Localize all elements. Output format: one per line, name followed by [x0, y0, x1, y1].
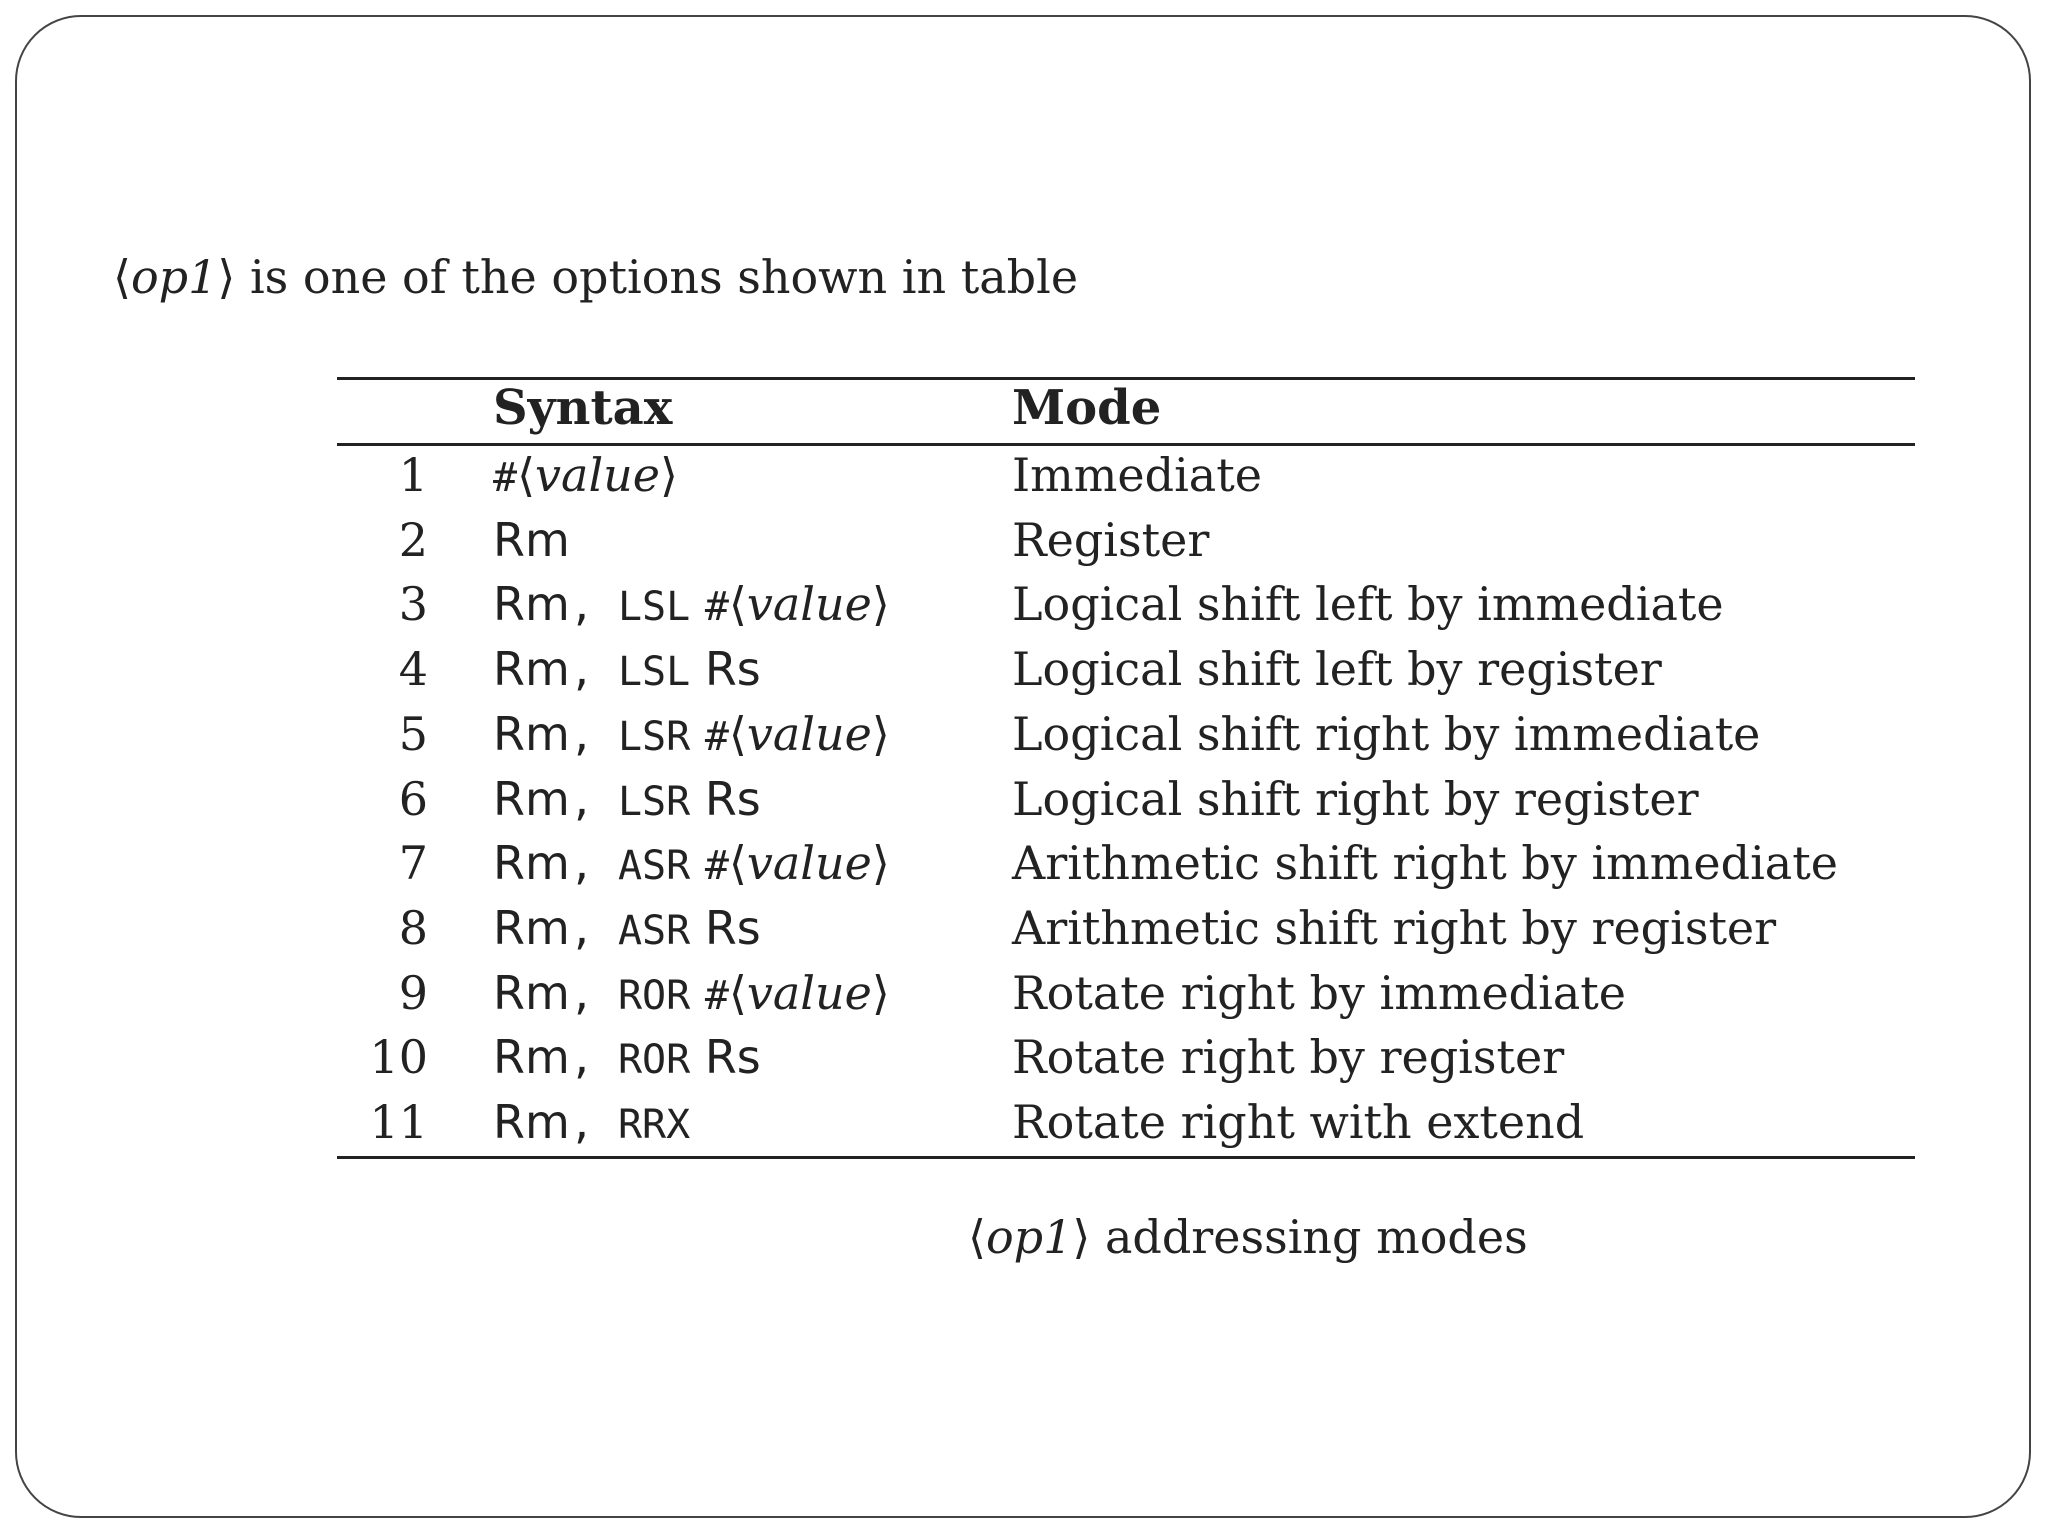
syntax-operator: ASR — [617, 907, 691, 954]
syntax-operator: ROR — [617, 1037, 691, 1084]
table-row — [0, 707, 2048, 771]
row-number: 4 — [398, 642, 428, 697]
caption-op-name: op1 — [985, 1210, 1073, 1264]
syntax-register: Rm — [493, 965, 570, 1020]
table-row — [0, 836, 2048, 900]
syntax-register: Rm — [493, 771, 570, 826]
row-syntax: Rm, ROR #⟨value⟩ — [493, 965, 890, 1020]
syntax-operator: ROR — [617, 972, 691, 1019]
row-syntax: Rm, LSL #⟨value⟩ — [493, 577, 890, 632]
syntax-shift-register: Rs — [704, 771, 761, 826]
row-number: 7 — [398, 836, 428, 891]
header-mode: Mode — [1012, 380, 1162, 436]
row-number: 2 — [398, 512, 428, 567]
table-row — [0, 966, 2048, 1030]
syntax-register: Rm — [493, 577, 570, 632]
table-row — [0, 642, 2048, 706]
row-number: 10 — [369, 1030, 428, 1085]
syntax-operator: LSR — [617, 713, 691, 760]
row-syntax: Rm, LSL Rs — [493, 642, 761, 697]
syntax-shift-register: Rs — [704, 1030, 761, 1085]
row-mode: Register — [1012, 512, 1210, 567]
row-number: 6 — [398, 771, 428, 826]
syntax-register: Rm — [493, 512, 570, 567]
syntax-operator: LSL — [617, 584, 691, 631]
row-number: 5 — [398, 706, 428, 761]
row-syntax — [493, 513, 570, 567]
table-caption: ⟨op1⟩ addressing modes — [968, 1210, 1528, 1264]
row-number: 1 — [398, 448, 428, 502]
row-syntax: #⟨value⟩ — [493, 448, 678, 502]
row-number: 9 — [398, 965, 428, 1020]
row-syntax: Rm, LSR Rs — [493, 771, 761, 826]
row-mode: Rotate right by register — [1012, 1030, 1565, 1085]
syntax-register: Rm — [493, 900, 570, 955]
row-mode: Arithmetic shift right by register — [1012, 900, 1777, 955]
row-mode: Arithmetic shift right by immediate — [1012, 836, 1838, 891]
syntax-operator: ASR — [617, 843, 691, 890]
table-bottom-rule — [337, 1156, 1915, 1159]
syntax-register: Rm — [493, 836, 570, 891]
table-row — [0, 1095, 2048, 1159]
intro-text: is one of the options shown in table — [235, 250, 1079, 304]
intro-op-name: op1 — [130, 250, 218, 304]
syntax-shift-register: Rs — [704, 642, 761, 697]
syntax-value: value — [746, 706, 872, 761]
syntax-operator: LSL — [617, 649, 691, 696]
row-mode: Logical shift right by register — [1012, 771, 1699, 826]
intro-sentence: ⟨op1⟩ is one of the options shown in table — [113, 250, 1079, 304]
row-mode: Logical shift right by immediate — [1012, 706, 1761, 761]
syntax-value: value — [746, 577, 872, 632]
header-syntax: Syntax — [493, 380, 673, 436]
row-mode: Rotate right with extend — [1012, 1095, 1585, 1149]
row-number: 11 — [369, 1095, 428, 1149]
table-row — [0, 448, 2048, 512]
syntax-register: Rm — [493, 1095, 570, 1149]
syntax-operator: RRX — [617, 1102, 691, 1148]
syntax-shift-register: Rs — [704, 900, 761, 955]
row-mode: Logical shift left by immediate — [1012, 577, 1724, 632]
row-syntax: Rm, LSR #⟨value⟩ — [493, 706, 890, 761]
row-mode: Logical shift left by register — [1012, 642, 1662, 697]
syntax-value: value — [746, 965, 872, 1020]
syntax-value: value — [535, 448, 661, 502]
syntax-register: Rm — [493, 706, 570, 761]
table-row — [0, 513, 2048, 577]
row-syntax: Rm, RRX — [493, 1095, 691, 1149]
row-number: 3 — [398, 577, 428, 632]
table-row — [0, 772, 2048, 836]
row-mode: Rotate right by immediate — [1012, 965, 1626, 1020]
row-syntax: Rm, ASR #⟨value⟩ — [493, 836, 890, 891]
syntax-operator: LSR — [617, 778, 691, 825]
syntax-register: Rm — [493, 1030, 570, 1085]
row-mode: Immediate — [1012, 448, 1262, 502]
syntax-register: Rm — [493, 642, 570, 697]
table-header-rule — [337, 443, 1915, 446]
row-syntax: Rm, ROR Rs — [493, 1030, 761, 1085]
syntax-value: value — [746, 836, 872, 891]
row-number: 8 — [398, 900, 428, 955]
caption-text: addressing modes — [1090, 1210, 1528, 1264]
table-row — [0, 577, 2048, 641]
table-row — [0, 1030, 2048, 1094]
table-row — [0, 901, 2048, 965]
row-syntax: Rm, ASR Rs — [493, 900, 761, 955]
